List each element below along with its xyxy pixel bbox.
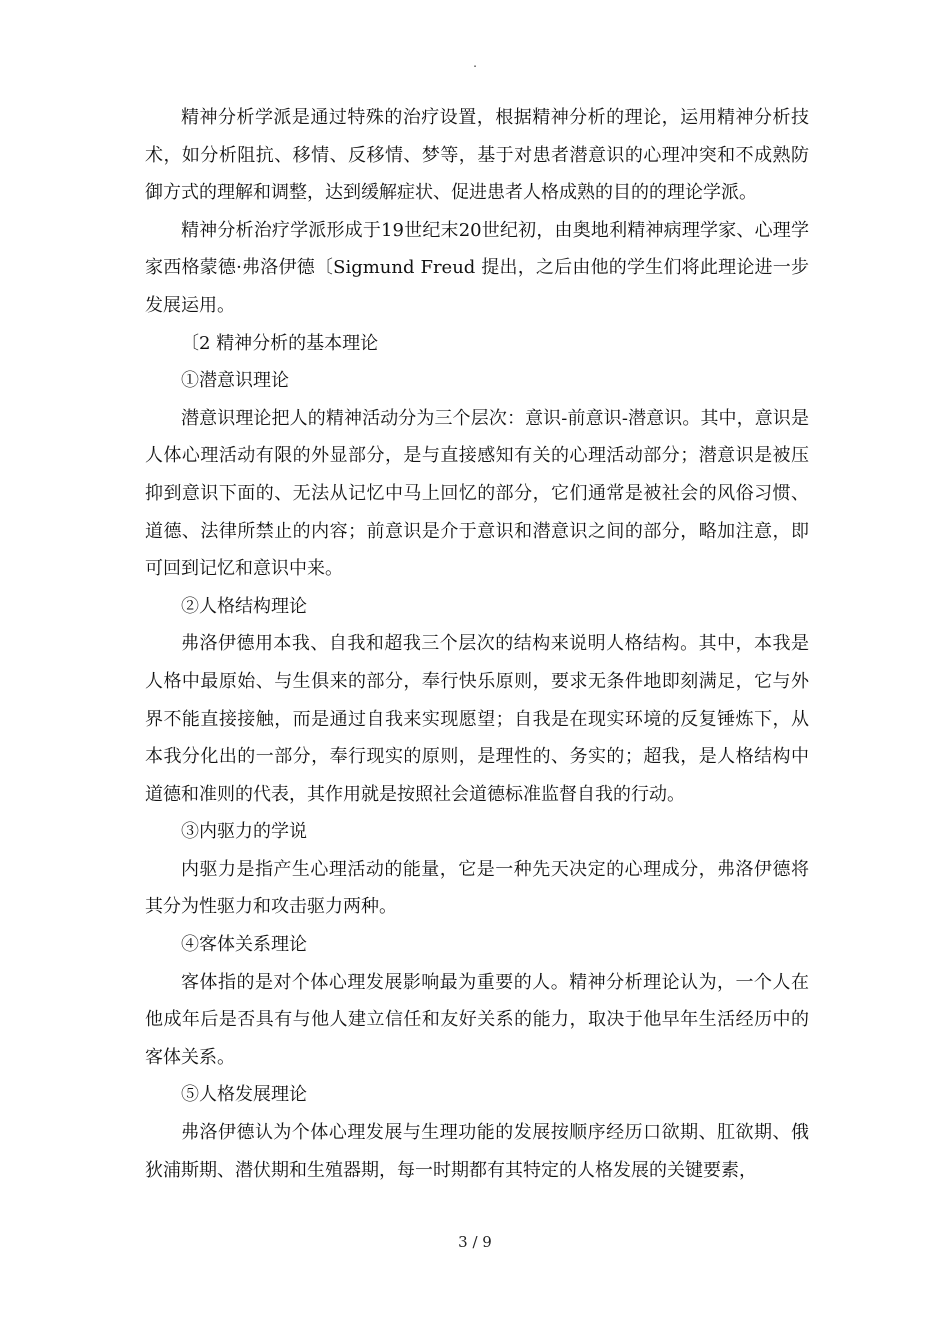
paragraph-object-relations: 客体指的是对个体心理发展影响最为重要的人。精神分析理论认为，一个人在他成年后是否具有与他人建立信任和友好关系的能力，取决于他早年生活经历中的客体关系。 (145, 971, 809, 1068)
paragraph-personality-development: 弗洛伊德认为个体心理发展与生理功能的发展按顺序经历口欲期、肛欲期、俄狄浦斯期、潜伏期和生殖器期，每一时期都有其特定的人格发展的关键要素， (145, 1122, 809, 1181)
subheading-drive-theory: ③内驱力的学说 (181, 821, 307, 843)
body-text (145, 99, 809, 1189)
subheading-unconscious-theory: ①潜意识理论 (181, 370, 289, 392)
subheading-personality-structure: ②人格结构理论 (181, 595, 307, 617)
paragraph-personality-structure: 弗洛伊德用本我、自我和超我三个层次的结构来说明人格结构。其中，本我是人格中最原始、与生俱来的部分，奉行快乐原则，要求无条件地即刻满足，它与外界不能直接接触，而是通过自我来实现愿望；自我是在现实环境的反复锤炼下，从本我分化出的一部分，奉行现实的原则，是理性的、务实的；超我，是人格结构中道德和准则的代表，其作用就是按照社会道德标准监督自我的行动。 (145, 633, 809, 805)
paragraph-unconscious-theory: 潜意识理论把人的精神活动分为三个层次：意识-前意识-潜意识。其中，意识是人体心理活动有限的外显部分，是与直接感知有关的心理活动部分；潜意识是被压抑到意识下面的、无法从记忆中马上回忆的部分，它们通常是被社会的风俗习惯、道德、法律所禁止的内容；前意识是介于意识和潜意识之间的部分，略加注意，即可回到记忆和意识中来。 (145, 407, 809, 580)
subheading-object-relations: ④客体关系理论 (181, 934, 307, 956)
page-number: 3 / 9 (458, 1233, 492, 1251)
paragraph-history: 精神分析治疗学派形成于19世纪末20世纪初，由奥地利精神病理学家、心理学家西格蒙德·弗洛伊德〔Sigmund Freud 提出，之后由他的学生们将此理论进一步发展运用。 (145, 219, 809, 316)
subheading-personality-development: ⑤人格发展理论 (181, 1084, 307, 1106)
header-mark: . (473, 56, 477, 70)
section-heading-basic-theory: 〔2 精神分析的基本理论 (181, 332, 379, 354)
paragraph-drive-theory: 内驱力是指产生心理活动的能量，它是一种先天决定的心理成分，弗洛伊德将其分为性驱力和攻击驱力两种。 (145, 858, 809, 918)
paragraph-definition: 精神分析学派是通过特殊的治疗设置，根据精神分析的理论，运用精神分析技术，如分析阻抗、移情、反移情、梦等，基于对患者潜意识的心理冲突和不成熟防御方式的理解和调整，达到缓解症状、促进患者人格成熟的目的的理论学派。 (145, 107, 809, 204)
